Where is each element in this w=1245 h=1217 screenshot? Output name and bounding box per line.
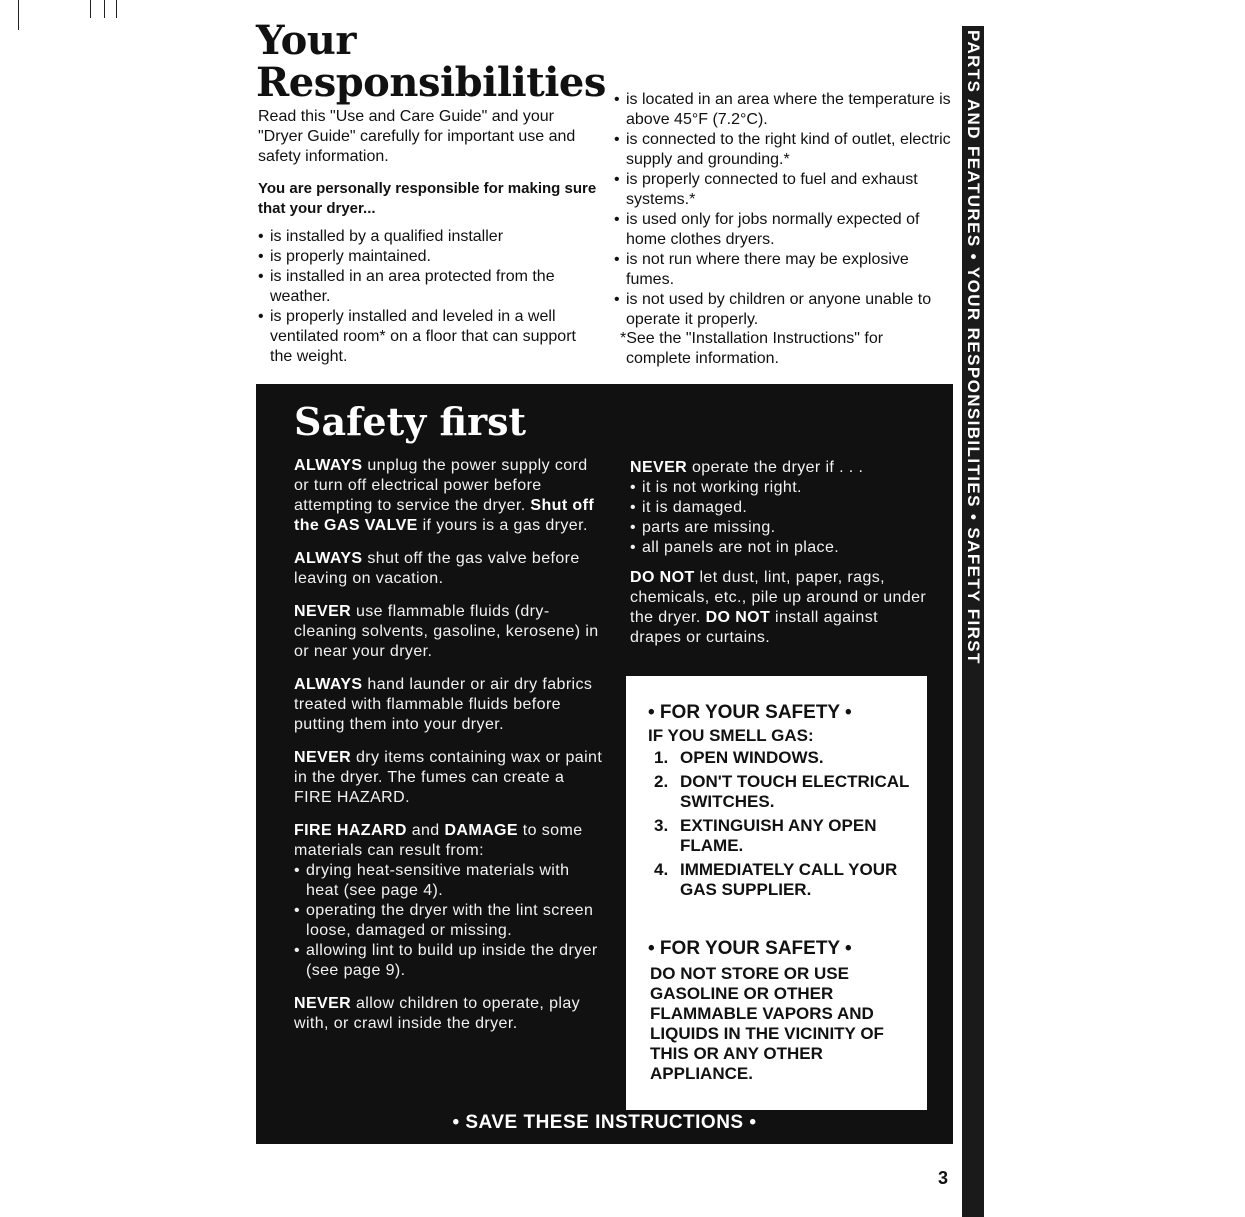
list-item: • is installed by a qualified installer <box>258 227 598 247</box>
list-item: • drying heat-sensitive materials with heat (see page 4). <box>294 861 604 901</box>
list-item: • is properly installed and leveled in a well ventilated room* on a floor that can support the weight. <box>258 307 598 367</box>
safety-rule <box>294 549 604 589</box>
rule-keyword: NEVER <box>294 995 352 1012</box>
step-text: IMMEDIATELY CALL YOUR GAS SUPPLIER. <box>680 860 898 899</box>
rule-keyword: ALWAYS <box>294 676 363 693</box>
rule-keyword: DAMAGE <box>444 822 518 839</box>
rule-keyword: DO NOT <box>705 609 771 626</box>
rule-text: allow children to operate, play with, or crawl inside the dryer. <box>294 995 581 1032</box>
safety-rule <box>294 675 604 735</box>
scan-mark <box>116 0 117 18</box>
list-item: • operating the dryer with the lint screen loose, damaged or missing. <box>294 901 604 941</box>
step-number: 2. <box>654 772 669 791</box>
safety-first-panel <box>256 384 953 1144</box>
footnote-line-2: complete information. <box>626 350 779 367</box>
rule-text: operate the dryer if . . . <box>687 459 864 476</box>
step-number: 3. <box>654 816 669 835</box>
list-item: • is connected to the right kind of outlet, electric supply and grounding.* <box>614 130 954 170</box>
rule-text: shut off the gas valve before leaving on vacation. <box>294 550 580 587</box>
responsibility-list-left <box>258 227 598 367</box>
for-your-safety-heading: • FOR YOUR SAFETY • <box>648 702 852 723</box>
page-title <box>256 17 606 106</box>
storage-warning: DO NOT STORE OR USE GASOLINE OR OTHER FLAMMABLE VAPORS AND LIQUIDS IN THE VICINITY OF THIS OR ANY OTHER APPLIANCE. <box>650 964 884 1083</box>
rule-text: install against drapes or curtains. <box>630 609 878 646</box>
gas-step <box>654 772 919 812</box>
safety-rule <box>294 748 604 808</box>
rule-keyword: DO NOT <box>630 569 695 586</box>
rule-text: dry items containing wax or paint in the dryer. The fumes can create a FIRE HAZARD. <box>294 749 603 806</box>
rule-keyword: NEVER <box>630 459 688 476</box>
rule-keyword: NEVER <box>294 749 352 766</box>
list-item: • parts are missing. <box>630 518 930 538</box>
safety-rule <box>294 994 604 1034</box>
gas-step <box>654 816 919 856</box>
page-number: 3 <box>938 1168 949 1188</box>
list-item: • allowing lint to build up inside the dryer (see page 9). <box>294 941 604 981</box>
rule-text: to some materials can result from: <box>294 822 583 859</box>
step-text: EXTINGUISH ANY OPEN FLAME. <box>680 816 877 855</box>
safety-title: Safety first <box>294 399 527 444</box>
gas-step <box>654 860 919 900</box>
safety-right-column <box>630 458 930 661</box>
side-tab-label: PARTS AND FEATURES • YOUR RESPONSIBILITIES • SAFETY FIRST <box>964 30 983 665</box>
list-item: • is not run where there may be explosive fumes. <box>614 250 954 290</box>
safety-rule <box>294 602 604 662</box>
step-number: 4. <box>654 860 669 879</box>
rule-keyword: ALWAYS <box>294 457 363 474</box>
rule-keyword: Shut off the GAS VALVE <box>294 497 595 534</box>
save-instructions-banner: • SAVE THESE INSTRUCTIONS • <box>452 1112 757 1133</box>
scan-mark <box>18 0 19 30</box>
safety-left-column <box>294 456 604 1047</box>
list-item: • it is not working right. <box>630 478 930 498</box>
rule-keyword: NEVER <box>294 603 352 620</box>
never-operate-list <box>630 478 930 558</box>
safety-rule <box>294 456 604 536</box>
rule-keyword: ALWAYS <box>294 550 363 567</box>
list-item: • is used only for jobs normally expected of home clothes dryers. <box>614 210 954 250</box>
rule-text: if yours is a gas dryer. <box>417 517 588 534</box>
safety-rule <box>630 568 930 648</box>
step-text: DON'T TOUCH ELECTRICAL SWITCHES. <box>680 772 910 811</box>
rule-keyword: FIRE HAZARD <box>294 822 407 839</box>
list-item: • is properly maintained. <box>258 247 598 267</box>
installation-footnote <box>620 329 954 369</box>
rule-text: hand launder or air dry fabrics treated with flammable fluids before putting them into your dryer. <box>294 676 593 733</box>
list-item: • is not used by children or anyone unable to operate it properly. <box>614 290 954 330</box>
for-your-safety-heading: • FOR YOUR SAFETY • <box>648 938 852 959</box>
fire-hazard-rule <box>294 821 604 981</box>
list-item: • is installed in an area protected from the weather. <box>258 267 598 307</box>
footnote-line-1: *See the "Installation Instructions" for <box>620 330 884 347</box>
list-item: • it is damaged. <box>630 498 930 518</box>
title-line-1: Your <box>256 17 356 64</box>
never-operate-rule <box>630 458 930 558</box>
scan-mark <box>104 0 105 18</box>
list-item: • is located in an area where the temperature is above 45°F (7.2°C). <box>614 90 954 130</box>
rule-text: use flammable fluids (dry-cleaning solvents, gasoline, kerosene) in or near your dryer. <box>294 603 599 660</box>
rule-text: and <box>406 822 445 839</box>
smell-gas-subheading: IF YOU SMELL GAS: <box>648 726 814 745</box>
gas-safety-box <box>626 676 927 1110</box>
scan-mark <box>90 0 91 18</box>
responsibility-list-right <box>614 90 954 330</box>
gas-step <box>654 748 919 768</box>
intro-paragraph: Read this "Use and Care Guide" and your "Dryer Guide" carefully for important use and safety information. <box>258 108 576 165</box>
responsibility-lead: You are personally responsible for making sure that your dryer... <box>258 180 597 217</box>
gas-steps-list <box>654 748 919 904</box>
title-line-2: Responsibilities <box>256 59 606 106</box>
rule-text: let dust, lint, paper, rags, chemicals, etc., pile up around or under the dryer. <box>630 569 927 626</box>
fire-hazard-list <box>294 861 604 981</box>
list-item: • is properly connected to fuel and exhaust systems.* <box>614 170 954 210</box>
list-item: • all panels are not in place. <box>630 538 930 558</box>
step-text: OPEN WINDOWS. <box>680 748 824 767</box>
step-number: 1. <box>654 748 669 767</box>
rule-text: unplug the power supply cord or turn off electrical power before attempting to service the dryer. <box>294 457 588 514</box>
